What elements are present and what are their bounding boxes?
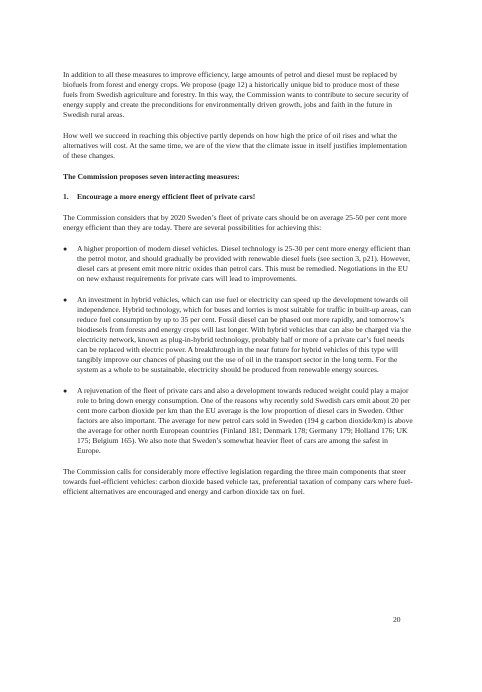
paragraph-oil-price: How well we succeed in reaching this objective partly depends on how high the price of oil rises and what the alternatives will cost. At the same time, we are of the view that the climate issue in itself justifies implementation of these changes. — [63, 130, 407, 161]
bullet-icon: ● — [63, 295, 68, 304]
list-item — [63, 386, 413, 457]
body-text — [63, 70, 413, 508]
section-number: 1. — [63, 192, 69, 202]
page-number: 20 — [393, 615, 401, 624]
section-heading — [63, 192, 413, 202]
bullet-text: A rejuvenation of the fleet of private cars and also a development towards reduced weight could play a major role to bring down energy consumption. One of the reasons why recently sold Swedish cars emit about 20 per cent more carbon dioxide per km than the EU average is the low proportion of diesel cars in Sweden. Other factors are also important. The average for new petrol cars sold in Sweden (194 g carbon dioxide/km) is above the average for other north European countries (Finland 181; Denmark 178; Germany 179; Holland 176; UK 175; Belgium 165). We also note that Sweden’s somewhat heavier fleet of cars are among the safest in Europe. — [77, 385, 413, 456]
bullet-text: An investment in hybrid vehicles, which can use fuel or electricity can speed up the development towards oil independence. Hybrid technology, which for buses and lorries is most suitable for traffic in built-up areas, can reduce fuel consumption by up to 35 per cent. Fossil diesel can be phased out more rapidly, and tomorrow’s biodiesels from forests and energy crops will last longer. With hybrid vehicles that can also be charged via the electricity network, known as plug-in-hybrid technology, probably half or more of a private car’s fuel needs can be replaced with electric power. A breakthrough in the near future for hybrid vehicles of this type will tangibly improve our chances of phasing out the use of oil in the transport sector in the long term. For the system as a whole to be sustainable, electricity should be produced from renewable energy sources. — [77, 294, 412, 375]
bullet-text: A higher proportion of modern diesel vehicles. Diesel technology is 25-30 per cent more energy efficient than the petrol motor, and should gradually be provided with renewable diesel fuels (see section 3, p21). However, diesel cars at present emit more nitric oxides than petrol cars. This must be remedied. Negotiations in the EU on new exhaust requirements for private cars will lead to improvements. — [77, 243, 411, 283]
proposes-heading: The Commission proposes seven interacting measures: — [63, 171, 240, 181]
bullet-icon: ● — [63, 386, 68, 395]
list-item — [63, 244, 413, 284]
paragraph-legislation: The Commission calls for considerably more effective legislation regarding the three main components that steer towards fuel-efficient vehicles: carbon dioxide based vehicle tax, preferential taxation of company cars where fuel-efficient alternatives are encouraged and energy and carbon dioxide tax on fuel. — [63, 466, 413, 497]
bullet-icon: ● — [63, 244, 68, 253]
bullet-list — [63, 244, 413, 457]
list-item — [63, 295, 413, 376]
section-title: Encourage a more energy efficient fleet of private cars! — [77, 192, 256, 202]
paragraph-fleet-target: The Commission considers that by 2020 Sweden’s fleet of private cars should be on average 25-50 per cent more energy efficient than they are today. There are several possibilities for achieving this: — [63, 212, 407, 233]
paragraph-biofuels: In addition to all these measures to improve efficiency, large amounts of petrol and diesel must be replaced by biofuels from forest and energy crops. We propose (page 12) a historically unique bid to produce most of these fuels from Swedish agriculture and forestry. In this way, the Commission wants to contribute to secure security of energy supply and create the preconditions for environmentally driven growth, jobs and faith in the future in Swedish rural areas. — [63, 70, 409, 120]
